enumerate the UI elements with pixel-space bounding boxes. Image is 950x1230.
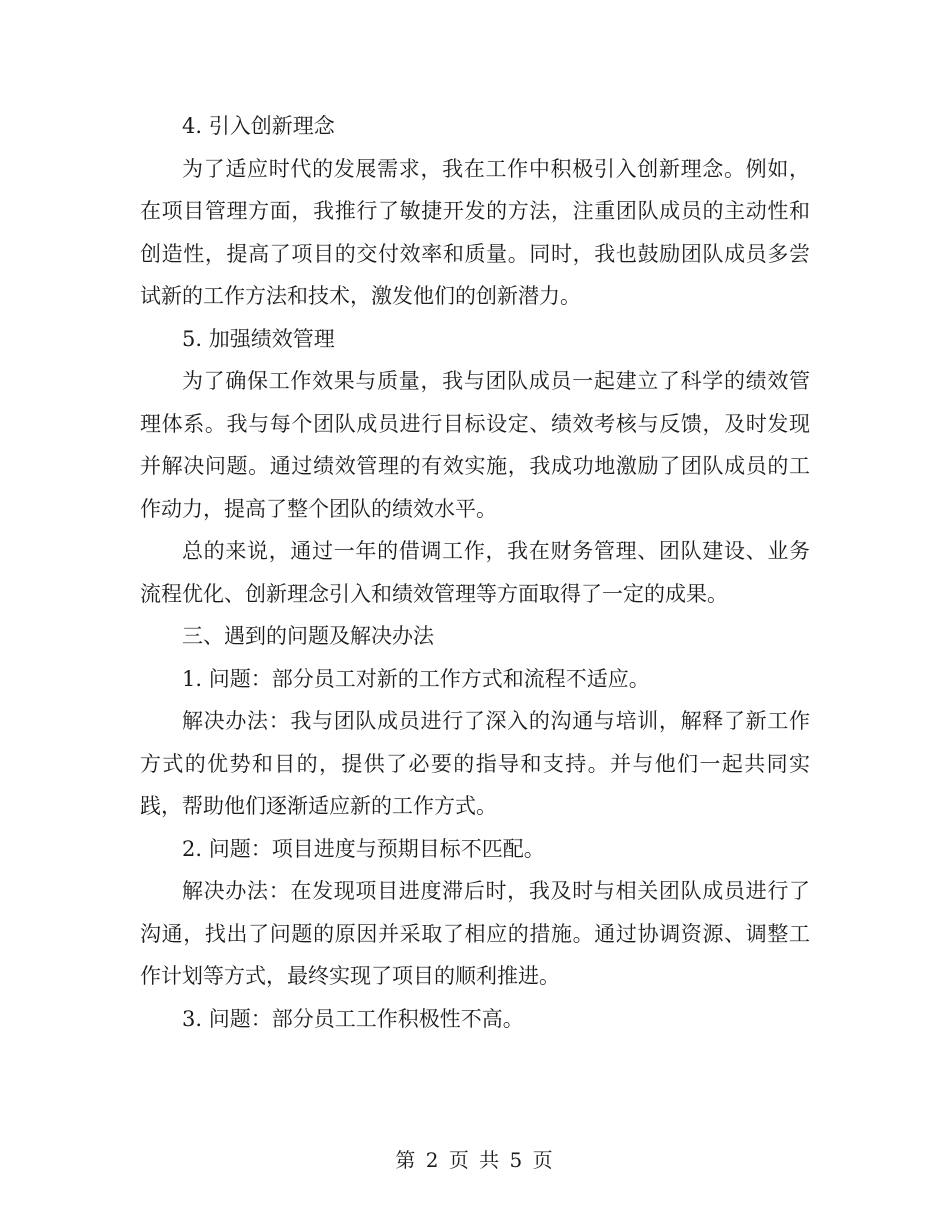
document-body	[140, 105, 810, 1040]
page-number-footer: 第 2 页 共 5 页	[395, 1148, 555, 1172]
solution-1: 解决办法：我与团队成员进行了深入的沟通与培训，解释了新工作方式的优势和目的，提供了必要的指导和支持。并与他们一起共同实践，帮助他们逐渐适应新的工作方式。	[140, 709, 810, 818]
problem-3: 3. 问题：部分员工工作积极性不高。	[182, 1006, 524, 1031]
problem-2: 2. 问题：项目进度与预期目标不匹配。	[182, 836, 545, 861]
solution-2: 解决办法：在发现项目进度滞后时，我及时与相关团队成员进行了沟通，找出了问题的原因并采取了相应的措施。通过协调资源、调整工作计划等方式，最终实现了项目的顺利推进。	[140, 879, 810, 988]
section-heading-5: 5. 加强绩效管理	[182, 326, 335, 351]
section-heading-problems: 三、遇到的问题及解决办法	[182, 624, 434, 648]
paragraph-performance: 为了确保工作效果与质量，我与团队成员一起建立了科学的绩效管理体系。我与每个团队成员进行目标设定、绩效考核与反馈，及时发现并解决问题。通过绩效管理的有效实施，我成功地激励了团队成员的工作动力，提高了整个团队的绩效水平。	[140, 369, 810, 521]
section-heading-4: 4. 引入创新理念	[182, 114, 335, 138]
paragraph-innovation: 为了适应时代的发展需求，我在工作中积极引入创新理念。例如，在项目管理方面，我推行了敏捷开发的方法，注重团队成员的主动性和创造性，提高了项目的交付效率和质量。同时，我也鼓励团队成员多尝试新的工作方法和技术，激发他们的创新潜力。	[140, 156, 810, 308]
problem-1: 1. 问题：部分员工对新的工作方式和流程不适应。	[182, 666, 650, 691]
paragraph-summary: 总的来说，通过一年的借调工作，我在财务管理、团队建设、业务流程优化、创新理念引入和绩效管理等方面取得了一定的成果。	[140, 539, 810, 606]
